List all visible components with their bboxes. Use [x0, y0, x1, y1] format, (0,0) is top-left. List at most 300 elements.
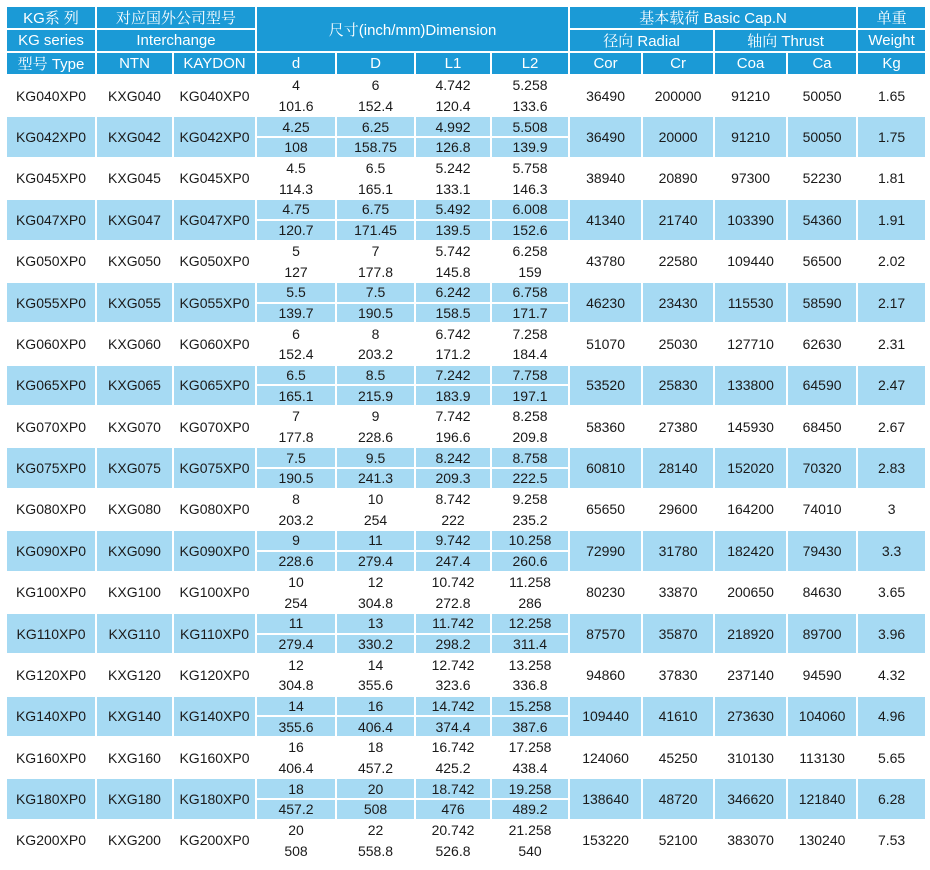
- cell-type: KG040XP0: [6, 75, 96, 116]
- cell-cr: 28140: [642, 447, 714, 488]
- cell-L2-inch: 11.258: [491, 572, 569, 593]
- cell-D-inch: 16: [336, 696, 415, 717]
- cell-cr: 31780: [642, 530, 714, 571]
- cell-L2-mm: 184.4: [491, 344, 569, 365]
- cell-L1-mm: 183.9: [415, 385, 491, 406]
- cell-ntn: KXG047: [96, 199, 173, 240]
- cell-L1-mm: 209.3: [415, 468, 491, 489]
- cell-ntn: KXG070: [96, 406, 173, 447]
- cell-kaydon: KG110XP0: [173, 613, 256, 654]
- cell-L2-inch: 13.258: [491, 654, 569, 675]
- header-type: 型号 Type: [6, 52, 96, 75]
- cell-D-mm: 158.75: [336, 137, 415, 158]
- cell-D-inch: 22: [336, 820, 415, 841]
- cell-kaydon: KG065XP0: [173, 365, 256, 406]
- cell-d-inch: 7.5: [256, 447, 336, 468]
- cell-d-mm: 114.3: [256, 178, 336, 199]
- spec-row-inch: [6, 820, 926, 841]
- cell-D-mm: 406.4: [336, 716, 415, 737]
- cell-coa: 97300: [714, 158, 787, 199]
- cell-ca: 58590: [787, 282, 857, 323]
- header-L2: L2: [491, 52, 569, 75]
- cell-kaydon: KG140XP0: [173, 696, 256, 737]
- cell-coa: 164200: [714, 489, 787, 530]
- cell-L1-mm: 425.2: [415, 758, 491, 779]
- cell-ca: 84630: [787, 572, 857, 613]
- header-weight-en: Weight: [857, 29, 926, 52]
- header-ntn: NTN: [96, 52, 173, 75]
- cell-D-mm: 508: [336, 799, 415, 820]
- header-kg: Kg: [857, 52, 926, 75]
- cell-D-inch: 6.25: [336, 116, 415, 137]
- cell-kg: 6.28: [857, 778, 926, 819]
- cell-cor: 109440: [569, 696, 642, 737]
- cell-D-mm: 215.9: [336, 385, 415, 406]
- spec-row-inch: [6, 323, 926, 344]
- cell-L1-inch: 20.742: [415, 820, 491, 841]
- cell-L1-inch: 16.742: [415, 737, 491, 758]
- cell-L1-inch: 11.742: [415, 613, 491, 634]
- cell-coa: 91210: [714, 116, 787, 157]
- header-cr: Cr: [642, 52, 714, 75]
- cell-type: KG160XP0: [6, 737, 96, 778]
- cell-type: KG060XP0: [6, 323, 96, 364]
- cell-L2-mm: 235.2: [491, 509, 569, 530]
- cell-kg: 1.75: [857, 116, 926, 157]
- cell-coa: 200650: [714, 572, 787, 613]
- cell-D-inch: 18: [336, 737, 415, 758]
- cell-kaydon: KG050XP0: [173, 241, 256, 282]
- cell-d-mm: 139.7: [256, 303, 336, 324]
- spec-row-inch: [6, 447, 926, 468]
- cell-d-inch: 4.25: [256, 116, 336, 137]
- cell-d-mm: 101.6: [256, 96, 336, 117]
- cell-cor: 87570: [569, 613, 642, 654]
- cell-L2-mm: 197.1: [491, 385, 569, 406]
- cell-cor: 58360: [569, 406, 642, 447]
- cell-type: KG045XP0: [6, 158, 96, 199]
- cell-type: KG055XP0: [6, 282, 96, 323]
- cell-kg: 3: [857, 489, 926, 530]
- cell-d-mm: 177.8: [256, 427, 336, 448]
- cell-d-inch: 9: [256, 530, 336, 551]
- cell-cor: 72990: [569, 530, 642, 571]
- cell-cor: 41340: [569, 199, 642, 240]
- cell-cr: 23430: [642, 282, 714, 323]
- cell-L1-mm: 476: [415, 799, 491, 820]
- cell-ntn: KXG160: [96, 737, 173, 778]
- cell-kaydon: KG100XP0: [173, 572, 256, 613]
- cell-D-mm: 304.8: [336, 592, 415, 613]
- cell-kaydon: KG180XP0: [173, 778, 256, 819]
- cell-type: KG200XP0: [6, 820, 96, 861]
- cell-L2-mm: 133.6: [491, 96, 569, 117]
- cell-cor: 43780: [569, 241, 642, 282]
- spec-row-inch: [6, 737, 926, 758]
- cell-d-inch: 4.75: [256, 199, 336, 220]
- cell-L2-inch: 15.258: [491, 696, 569, 717]
- cell-coa: 103390: [714, 199, 787, 240]
- cell-L2-mm: 336.8: [491, 675, 569, 696]
- cell-L1-mm: 247.4: [415, 551, 491, 572]
- header-L1: L1: [415, 52, 491, 75]
- cell-kg: 2.47: [857, 365, 926, 406]
- cell-D-mm: 152.4: [336, 96, 415, 117]
- cell-d-inch: 10: [256, 572, 336, 593]
- cell-type: KG120XP0: [6, 654, 96, 695]
- cell-D-mm: 330.2: [336, 634, 415, 655]
- cell-D-mm: 228.6: [336, 427, 415, 448]
- cell-D-inch: 6: [336, 75, 415, 96]
- cell-kg: 7.53: [857, 820, 926, 861]
- spec-row-inch: [6, 489, 926, 510]
- cell-d-mm: 152.4: [256, 344, 336, 365]
- cell-ntn: KXG080: [96, 489, 173, 530]
- cell-ca: 130240: [787, 820, 857, 861]
- cell-ca: 79430: [787, 530, 857, 571]
- cell-L1-inch: 5.242: [415, 158, 491, 179]
- cell-kaydon: KG042XP0: [173, 116, 256, 157]
- cell-L2-mm: 286: [491, 592, 569, 613]
- cell-L1-mm: 171.2: [415, 344, 491, 365]
- cell-kg: 4.32: [857, 654, 926, 695]
- cell-d-inch: 6.5: [256, 365, 336, 386]
- cell-d-inch: 18: [256, 778, 336, 799]
- cell-cor: 124060: [569, 737, 642, 778]
- header-coa: Coa: [714, 52, 787, 75]
- cell-cr: 37830: [642, 654, 714, 695]
- cell-L2-mm: 489.2: [491, 799, 569, 820]
- cell-kg: 1.91: [857, 199, 926, 240]
- cell-D-inch: 12: [336, 572, 415, 593]
- cell-cr: 52100: [642, 820, 714, 861]
- cell-L1-mm: 272.8: [415, 592, 491, 613]
- cell-D-mm: 279.4: [336, 551, 415, 572]
- cell-L1-mm: 374.4: [415, 716, 491, 737]
- cell-kg: 3.65: [857, 572, 926, 613]
- cell-kg: 2.17: [857, 282, 926, 323]
- cell-cr: 20000: [642, 116, 714, 157]
- cell-ca: 62630: [787, 323, 857, 364]
- cell-L1-inch: 7.242: [415, 365, 491, 386]
- header-series-en: KG series: [6, 29, 96, 52]
- cell-coa: 182420: [714, 530, 787, 571]
- cell-coa: 237140: [714, 654, 787, 695]
- cell-coa: 145930: [714, 406, 787, 447]
- cell-type: KG042XP0: [6, 116, 96, 157]
- cell-L1-mm: 126.8: [415, 137, 491, 158]
- cell-kaydon: KG070XP0: [173, 406, 256, 447]
- cell-d-inch: 5: [256, 241, 336, 262]
- cell-D-inch: 8: [336, 323, 415, 344]
- cell-L1-mm: 196.6: [415, 427, 491, 448]
- cell-L1-inch: 9.742: [415, 530, 491, 551]
- cell-kaydon: KG080XP0: [173, 489, 256, 530]
- cell-L1-inch: 6.242: [415, 282, 491, 303]
- cell-L2-mm: 171.7: [491, 303, 569, 324]
- spec-row-inch: [6, 778, 926, 799]
- cell-L1-mm: 222: [415, 509, 491, 530]
- spec-table-body: [6, 75, 926, 861]
- cell-kg: 2.67: [857, 406, 926, 447]
- cell-cor: 94860: [569, 654, 642, 695]
- cell-coa: 91210: [714, 75, 787, 116]
- cell-d-mm: 190.5: [256, 468, 336, 489]
- header-ca: Ca: [787, 52, 857, 75]
- cell-L2-inch: 6.258: [491, 241, 569, 262]
- cell-coa: 115530: [714, 282, 787, 323]
- cell-coa: 133800: [714, 365, 787, 406]
- cell-type: KG075XP0: [6, 447, 96, 488]
- cell-L1-mm: 120.4: [415, 96, 491, 117]
- cell-D-inch: 20: [336, 778, 415, 799]
- cell-L2-mm: 438.4: [491, 758, 569, 779]
- cell-L1-inch: 10.742: [415, 572, 491, 593]
- header-interchange-cn: 对应国外公司型号: [96, 6, 256, 29]
- spec-row-inch: [6, 406, 926, 427]
- cell-L2-inch: 9.258: [491, 489, 569, 510]
- cell-type: KG080XP0: [6, 489, 96, 530]
- header-interchange-en: Interchange: [96, 29, 256, 52]
- cell-ntn: KXG075: [96, 447, 173, 488]
- cell-D-mm: 241.3: [336, 468, 415, 489]
- cell-kaydon: KG075XP0: [173, 447, 256, 488]
- cell-cor: 53520: [569, 365, 642, 406]
- cell-ca: 113130: [787, 737, 857, 778]
- cell-kaydon: KG160XP0: [173, 737, 256, 778]
- cell-L2-inch: 10.258: [491, 530, 569, 551]
- cell-kg: 5.65: [857, 737, 926, 778]
- cell-d-inch: 4: [256, 75, 336, 96]
- cell-cr: 25030: [642, 323, 714, 364]
- cell-D-mm: 254: [336, 509, 415, 530]
- cell-coa: 273630: [714, 696, 787, 737]
- cell-L2-inch: 7.758: [491, 365, 569, 386]
- cell-ntn: KXG120: [96, 654, 173, 695]
- cell-cr: 35870: [642, 613, 714, 654]
- cell-D-mm: 177.8: [336, 261, 415, 282]
- cell-ntn: KXG110: [96, 613, 173, 654]
- cell-type: KG070XP0: [6, 406, 96, 447]
- cell-L1-mm: 145.8: [415, 261, 491, 282]
- spec-row-inch: [6, 75, 926, 96]
- cell-kg: 3.96: [857, 613, 926, 654]
- cell-cor: 65650: [569, 489, 642, 530]
- cell-kg: 2.83: [857, 447, 926, 488]
- cell-D-mm: 355.6: [336, 675, 415, 696]
- cell-cr: 21740: [642, 199, 714, 240]
- spec-row-inch: [6, 241, 926, 262]
- header-kaydon: KAYDON: [173, 52, 256, 75]
- cell-type: KG100XP0: [6, 572, 96, 613]
- cell-type: KG140XP0: [6, 696, 96, 737]
- cell-L1-inch: 4.742: [415, 75, 491, 96]
- cell-d-inch: 14: [256, 696, 336, 717]
- cell-D-inch: 10: [336, 489, 415, 510]
- cell-coa: 127710: [714, 323, 787, 364]
- spec-row-inch: [6, 530, 926, 551]
- cell-ntn: KXG090: [96, 530, 173, 571]
- cell-L2-mm: 540: [491, 840, 569, 861]
- cell-L1-mm: 298.2: [415, 634, 491, 655]
- cell-ntn: KXG200: [96, 820, 173, 861]
- spec-row-inch: [6, 613, 926, 634]
- cell-d-inch: 11: [256, 613, 336, 634]
- cell-d-mm: 203.2: [256, 509, 336, 530]
- cell-L2-mm: 159: [491, 261, 569, 282]
- cell-d-mm: 279.4: [256, 634, 336, 655]
- spec-row-inch: [6, 365, 926, 386]
- cell-L2-inch: 7.258: [491, 323, 569, 344]
- cell-L1-inch: 8.742: [415, 489, 491, 510]
- header-d: d: [256, 52, 336, 75]
- spec-row-inch: [6, 199, 926, 220]
- cell-L2-inch: 8.258: [491, 406, 569, 427]
- cell-D-mm: 165.1: [336, 178, 415, 199]
- cell-L2-inch: 5.508: [491, 116, 569, 137]
- cell-ca: 89700: [787, 613, 857, 654]
- cell-D-inch: 7.5: [336, 282, 415, 303]
- cell-kg: 2.31: [857, 323, 926, 364]
- cell-ntn: KXG140: [96, 696, 173, 737]
- cell-ca: 68450: [787, 406, 857, 447]
- cell-ca: 56500: [787, 241, 857, 282]
- cell-cr: 200000: [642, 75, 714, 116]
- cell-d-mm: 254: [256, 592, 336, 613]
- cell-D-inch: 8.5: [336, 365, 415, 386]
- cell-L2-mm: 260.6: [491, 551, 569, 572]
- cell-d-mm: 228.6: [256, 551, 336, 572]
- spec-row-inch: [6, 572, 926, 593]
- cell-cr: 22580: [642, 241, 714, 282]
- header-series-cn: KG系 列: [6, 6, 96, 29]
- cell-kaydon: KG200XP0: [173, 820, 256, 861]
- header-dimension-title: 尺寸(inch/mm)Dimension: [256, 6, 569, 52]
- cell-kg: 3.3: [857, 530, 926, 571]
- cell-d-mm: 127: [256, 261, 336, 282]
- cell-cor: 153220: [569, 820, 642, 861]
- cell-kaydon: KG047XP0: [173, 199, 256, 240]
- cell-L2-inch: 5.258: [491, 75, 569, 96]
- header-cor: Cor: [569, 52, 642, 75]
- spec-row-inch: [6, 696, 926, 717]
- cell-D-mm: 203.2: [336, 344, 415, 365]
- cell-L2-mm: 152.6: [491, 220, 569, 241]
- cell-L1-mm: 526.8: [415, 840, 491, 861]
- cell-kaydon: KG090XP0: [173, 530, 256, 571]
- cell-ca: 52230: [787, 158, 857, 199]
- cell-L2-inch: 17.258: [491, 737, 569, 758]
- cell-kg: 4.96: [857, 696, 926, 737]
- cell-d-inch: 20: [256, 820, 336, 841]
- cell-ca: 50050: [787, 75, 857, 116]
- table-header: [6, 6, 926, 75]
- cell-d-inch: 4.5: [256, 158, 336, 179]
- cell-cr: 29600: [642, 489, 714, 530]
- spec-row-inch: [6, 158, 926, 179]
- cell-type: KG050XP0: [6, 241, 96, 282]
- cell-ntn: KXG100: [96, 572, 173, 613]
- cell-kaydon: KG060XP0: [173, 323, 256, 364]
- cell-ca: 70320: [787, 447, 857, 488]
- cell-coa: 383070: [714, 820, 787, 861]
- cell-L1-inch: 6.742: [415, 323, 491, 344]
- cell-ca: 50050: [787, 116, 857, 157]
- cell-L2-mm: 387.6: [491, 716, 569, 737]
- cell-ntn: KXG042: [96, 116, 173, 157]
- cell-d-mm: 406.4: [256, 758, 336, 779]
- cell-L1-mm: 323.6: [415, 675, 491, 696]
- spec-row-inch: [6, 654, 926, 675]
- cell-D-inch: 6.5: [336, 158, 415, 179]
- cell-L1-mm: 158.5: [415, 303, 491, 324]
- header-weight-cn: 单重: [857, 6, 926, 29]
- cell-kaydon: KG045XP0: [173, 158, 256, 199]
- cell-cor: 51070: [569, 323, 642, 364]
- cell-type: KG047XP0: [6, 199, 96, 240]
- cell-ca: 104060: [787, 696, 857, 737]
- cell-kaydon: KG040XP0: [173, 75, 256, 116]
- cell-d-inch: 12: [256, 654, 336, 675]
- cell-coa: 310130: [714, 737, 787, 778]
- cell-ca: 64590: [787, 365, 857, 406]
- cell-coa: 346620: [714, 778, 787, 819]
- cell-cr: 41610: [642, 696, 714, 737]
- cell-L2-mm: 222.5: [491, 468, 569, 489]
- cell-D-inch: 7: [336, 241, 415, 262]
- cell-d-mm: 355.6: [256, 716, 336, 737]
- cell-L1-mm: 139.5: [415, 220, 491, 241]
- cell-L1-inch: 18.742: [415, 778, 491, 799]
- cell-type: KG090XP0: [6, 530, 96, 571]
- cell-L2-mm: 209.8: [491, 427, 569, 448]
- cell-L1-mm: 133.1: [415, 178, 491, 199]
- cell-L2-mm: 311.4: [491, 634, 569, 655]
- cell-cr: 27380: [642, 406, 714, 447]
- header-radial: 径向 Radial: [569, 29, 714, 52]
- cell-d-mm: 457.2: [256, 799, 336, 820]
- cell-ca: 94590: [787, 654, 857, 695]
- spec-row-inch: [6, 116, 926, 137]
- cell-D-inch: 13: [336, 613, 415, 634]
- cell-type: KG110XP0: [6, 613, 96, 654]
- cell-d-inch: 16: [256, 737, 336, 758]
- cell-L2-mm: 146.3: [491, 178, 569, 199]
- cell-L2-inch: 8.758: [491, 447, 569, 468]
- header-thrust: 轴向 Thrust: [714, 29, 857, 52]
- cell-d-inch: 6: [256, 323, 336, 344]
- cell-cor: 80230: [569, 572, 642, 613]
- cell-kg: 1.81: [857, 158, 926, 199]
- cell-ntn: KXG180: [96, 778, 173, 819]
- cell-d-mm: 120.7: [256, 220, 336, 241]
- cell-ntn: KXG045: [96, 158, 173, 199]
- cell-L2-inch: 5.758: [491, 158, 569, 179]
- cell-cor: 36490: [569, 116, 642, 157]
- cell-d-mm: 304.8: [256, 675, 336, 696]
- cell-D-inch: 6.75: [336, 199, 415, 220]
- cell-D-inch: 14: [336, 654, 415, 675]
- cell-d-mm: 508: [256, 840, 336, 861]
- cell-D-mm: 457.2: [336, 758, 415, 779]
- cell-D-mm: 171.45: [336, 220, 415, 241]
- cell-L1-inch: 5.742: [415, 241, 491, 262]
- cell-ca: 74010: [787, 489, 857, 530]
- cell-cr: 25830: [642, 365, 714, 406]
- cell-d-inch: 7: [256, 406, 336, 427]
- cell-cor: 38940: [569, 158, 642, 199]
- cell-L1-inch: 14.742: [415, 696, 491, 717]
